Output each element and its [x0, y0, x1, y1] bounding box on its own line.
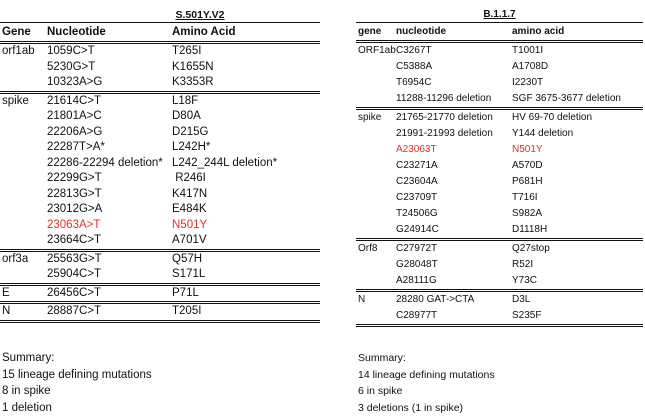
amino-acid-cell: D3L [512, 292, 643, 308]
nucleotide-cell: A23063T [396, 142, 512, 158]
amino-acid-cell: K3353R [172, 75, 320, 91]
table-row [0, 171, 320, 187]
amino-acid-cell: S982A [512, 206, 643, 222]
table-row [0, 109, 320, 125]
table-row [356, 273, 643, 289]
nucleotide-cell: 25563G>T [47, 252, 172, 268]
table-row [356, 158, 643, 174]
table-header [356, 23, 643, 40]
summary-heading: Summary: [358, 350, 495, 367]
nucleotide-cell: 21765-21770 deletion [396, 110, 512, 126]
table-header [0, 23, 320, 41]
nucleotide-cell: 22206A>G [47, 125, 172, 141]
table-row [356, 91, 643, 107]
header-nucleotide: Nucleotide [47, 23, 172, 41]
table-b117 [356, 8, 643, 327]
table-row [0, 304, 320, 320]
nucleotide-cell: 21801A>C [47, 109, 172, 125]
nucleotide-cell: G24914C [396, 222, 512, 238]
table-row [0, 156, 320, 172]
gene-cell: N [356, 292, 396, 308]
amino-acid-cell: L18F [172, 94, 320, 110]
nucleotide-cell: C23271A [396, 158, 512, 174]
table-row [0, 252, 320, 268]
nucleotide-cell: G28048T [396, 257, 512, 273]
nucleotide-cell: C23604A [396, 174, 512, 190]
nucleotide-cell: A28111G [396, 273, 512, 289]
table-row-highlighted [356, 142, 643, 158]
table-row [356, 126, 643, 142]
header-gene: Gene [0, 23, 47, 41]
table-row [0, 202, 320, 218]
table-row [356, 43, 643, 59]
nucleotide-cell: C27972T [396, 241, 512, 257]
nucleotide-cell: 28887C>T [47, 304, 172, 320]
amino-acid-cell: D1118H [512, 222, 643, 238]
amino-acid-cell: P681H [512, 174, 643, 190]
header-nucleotide: nucleotide [396, 23, 512, 40]
nucleotide-cell: C23709T [396, 190, 512, 206]
summary-line: 6 in spike [358, 383, 495, 400]
nucleotide-cell: T24506G [396, 206, 512, 222]
table-row [0, 140, 320, 156]
summary-s501yv2 [2, 350, 152, 416]
amino-acid-cell: N501Y [512, 142, 643, 158]
nucleotide-cell: 22286-22294 deletion* [47, 156, 172, 172]
amino-acid-cell: HV 69-70 deletion [512, 110, 643, 126]
amino-acid-cell: L242H* [172, 140, 320, 156]
table-row [356, 292, 643, 308]
table-row [356, 110, 643, 126]
table-row [356, 241, 643, 257]
amino-acid-cell: E484K [172, 202, 320, 218]
table-row [0, 75, 320, 91]
summary-b117 [358, 350, 495, 416]
table-row [0, 125, 320, 141]
amino-acid-cell: A1708D [512, 59, 643, 75]
group-e [0, 286, 320, 302]
summary-line: 14 lineage defining mutations [358, 367, 495, 384]
amino-acid-cell: R246I [172, 171, 320, 187]
nucleotide-cell: 22287T>A* [47, 140, 172, 156]
nucleotide-cell: 28280 GAT->CTA [396, 292, 512, 308]
nucleotide-cell: C3267T [396, 43, 512, 59]
nucleotide-cell: 26456C>T [47, 286, 172, 302]
amino-acid-cell: T265I [172, 44, 320, 60]
summary-heading: Summary: [2, 350, 152, 367]
amino-acid-cell: D80A [172, 109, 320, 125]
nucleotide-cell: 21991-21993 deletion [396, 126, 512, 142]
nucleotide-cell: 22813G>T [47, 187, 172, 203]
group-spike [356, 110, 643, 238]
table-row-highlighted [0, 218, 320, 234]
group-orf3a [0, 252, 320, 283]
nucleotide-cell: 21614C>T [47, 94, 172, 110]
nucleotide-cell: 10323A>G [47, 75, 172, 91]
table-s501yv2 [0, 8, 320, 323]
group-n [0, 304, 320, 320]
nucleotide-cell: 23664C>T [47, 233, 172, 249]
table-row [356, 59, 643, 75]
group-orf8 [356, 241, 643, 289]
header-gene: gene [356, 23, 396, 40]
divider [356, 324, 643, 327]
amino-acid-cell: A701V [172, 233, 320, 249]
summary-line: 15 lineage defining mutations [2, 367, 152, 384]
summary-line: 3 deletions (1 in spike) [358, 400, 495, 416]
table-row [0, 60, 320, 76]
amino-acid-cell: R52I [512, 257, 643, 273]
nucleotide-cell: C28977T [396, 308, 512, 324]
group-n [356, 292, 643, 324]
gene-cell: spike [0, 94, 47, 110]
summary-line: 1 deletion [2, 400, 152, 416]
amino-acid-cell: K1655N [172, 60, 320, 76]
table-row [356, 190, 643, 206]
nucleotide-cell: 22299G>T [47, 171, 172, 187]
nucleotide-cell: 23012G>A [47, 202, 172, 218]
amino-acid-cell: K417N [172, 187, 320, 203]
table-row [0, 44, 320, 60]
amino-acid-cell: P71L [172, 286, 320, 302]
table-row [0, 187, 320, 203]
table-row [356, 174, 643, 190]
gene-cell: orf1ab [0, 44, 47, 60]
table-row [0, 233, 320, 249]
table-title: S.501Y.V2 [0, 8, 320, 22]
nucleotide-cell: 5230G>T [47, 60, 172, 76]
table-row [0, 94, 320, 110]
amino-acid-cell: T716I [512, 190, 643, 206]
nucleotide-cell: 11288-11296 deletion [396, 91, 512, 107]
table-row [356, 308, 643, 324]
group-orf1ab [0, 44, 320, 91]
table-row [356, 75, 643, 91]
header-amino-acid: amino acid [512, 23, 643, 40]
table-row [356, 206, 643, 222]
summary-line: 8 in spike [2, 383, 152, 400]
amino-acid-cell: T205I [172, 304, 320, 320]
header-amino-acid: Amino Acid [172, 23, 320, 41]
amino-acid-cell: S235F [512, 308, 643, 324]
table-row [356, 257, 643, 273]
amino-acid-cell: I2230T [512, 75, 643, 91]
amino-acid-cell: L242_244L deletion* [172, 156, 320, 172]
amino-acid-cell: A570D [512, 158, 643, 174]
amino-acid-cell: Q57H [172, 252, 320, 268]
divider [0, 320, 320, 323]
nucleotide-cell: 25904C>T [47, 267, 172, 283]
gene-cell: orf3a [0, 252, 47, 268]
amino-acid-cell: N501Y [172, 218, 320, 234]
gene-cell: spike [356, 110, 396, 126]
gene-cell: N [0, 304, 47, 320]
gene-cell: ORF1ab [356, 43, 396, 59]
nucleotide-cell: 23063A>T [47, 218, 172, 234]
table-row [0, 267, 320, 283]
table-row [356, 222, 643, 238]
gene-cell: E [0, 286, 47, 302]
group-spike [0, 94, 320, 249]
nucleotide-cell: T6954C [396, 75, 512, 91]
nucleotide-cell: 1059C>T [47, 44, 172, 60]
amino-acid-cell: D215G [172, 125, 320, 141]
gene-cell: Orf8 [356, 241, 396, 257]
amino-acid-cell: SGF 3675-3677 deletion [512, 91, 643, 107]
amino-acid-cell: S171L [172, 267, 320, 283]
amino-acid-cell: Q27stop [512, 241, 643, 257]
table-row [0, 286, 320, 302]
group-orf1ab [356, 43, 643, 107]
amino-acid-cell: T1001I [512, 43, 643, 59]
table-title: B.1.1.7 [356, 8, 643, 22]
nucleotide-cell: C5388A [396, 59, 512, 75]
amino-acid-cell: Y73C [512, 273, 643, 289]
amino-acid-cell: Y144 deletion [512, 126, 643, 142]
